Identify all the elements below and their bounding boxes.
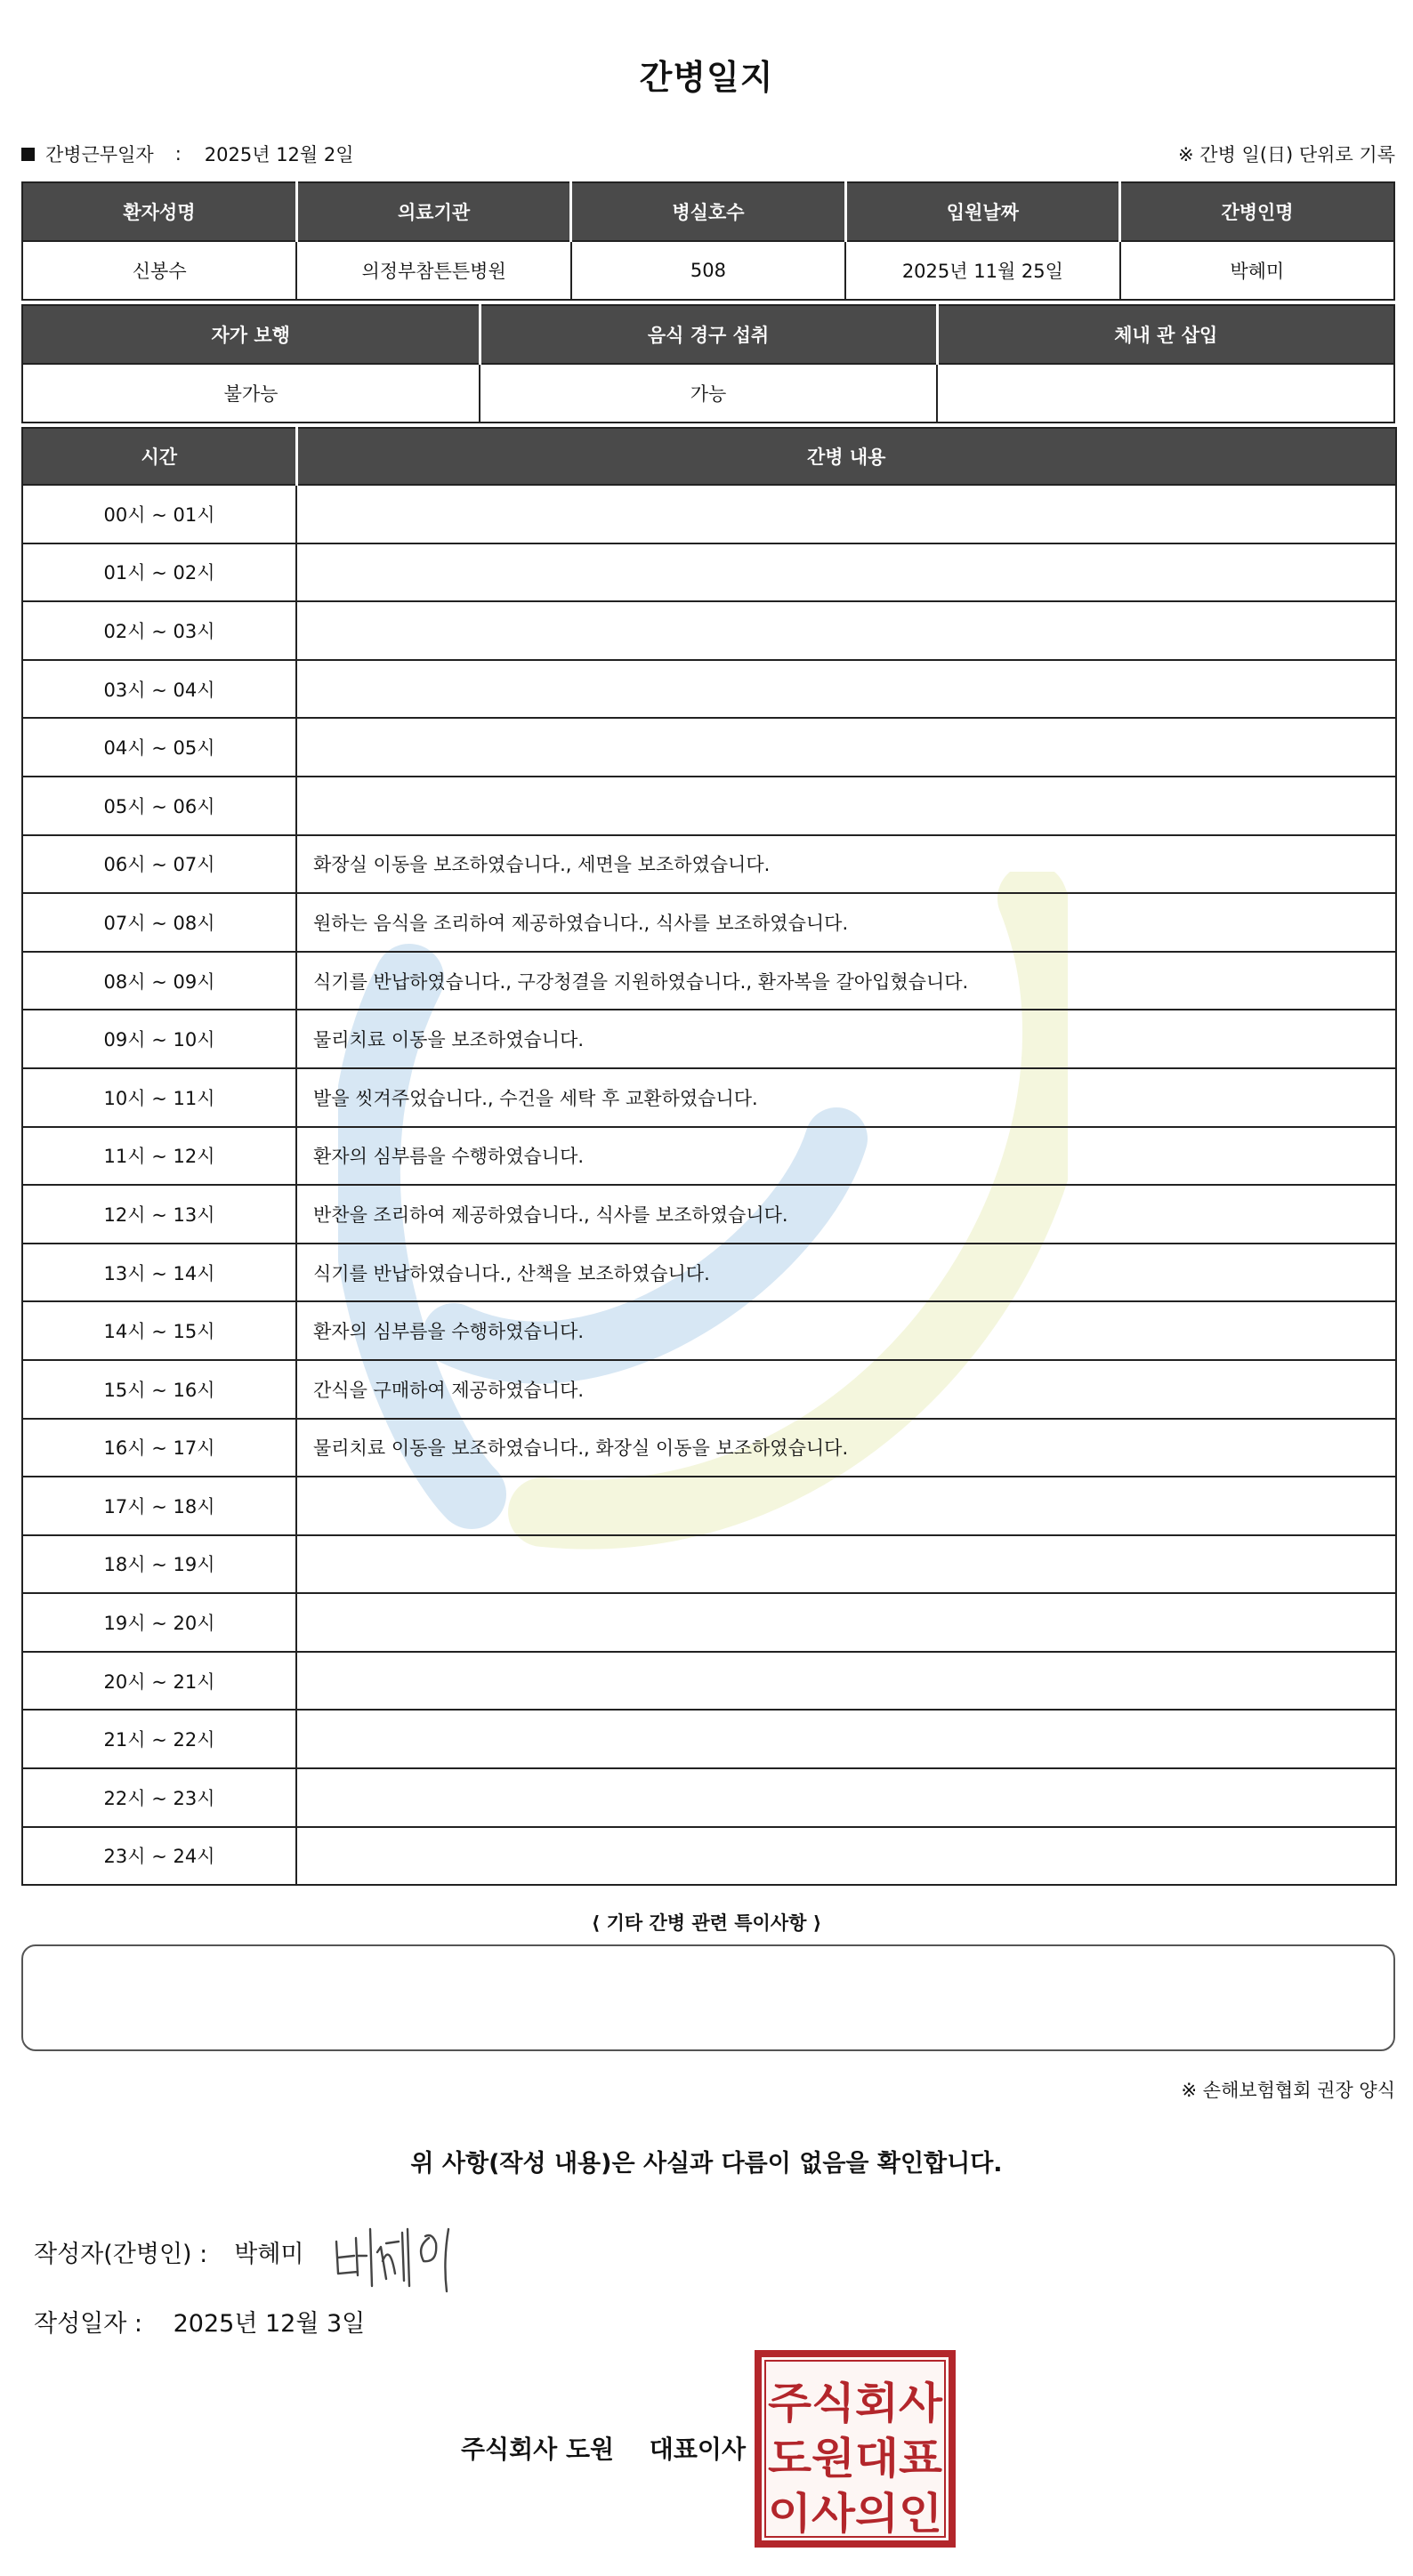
header-admission-date: 입원날짜 [845, 182, 1119, 241]
header-institution: 의료기관 [296, 182, 570, 241]
care-log-row [22, 1652, 1396, 1711]
time-slot: 20시 ~ 21시 [22, 1652, 296, 1711]
time-slot: 13시 ~ 14시 [22, 1244, 296, 1302]
time-slot: 00시 ~ 01시 [22, 485, 296, 543]
header-room-number: 병실호수 [571, 182, 845, 241]
care-log-header-row [22, 428, 1396, 485]
care-log-row [22, 485, 1396, 543]
care-log-row [22, 777, 1396, 835]
time-slot: 09시 ~ 10시 [22, 1010, 296, 1068]
time-slot: 02시 ~ 03시 [22, 601, 296, 660]
care-content [296, 485, 1396, 543]
representative-title: 대표이사 [649, 2435, 746, 2464]
svg-text:도원대표: 도원대표 [768, 2434, 943, 2483]
care-content [296, 1652, 1396, 1711]
time-slot: 08시 ~ 09시 [22, 952, 296, 1010]
care-content: 식기를 반납하였습니다., 구강청결을 지원하였습니다., 환자복을 갈아입혔습니다. [296, 952, 1396, 1010]
care-log-row [22, 1360, 1396, 1419]
patient-status-header-row [22, 305, 1394, 364]
self-walking-value: 불가능 [22, 364, 480, 423]
writer-label: 작성자(간병인) : [34, 2241, 208, 2268]
care-log-row [22, 835, 1396, 894]
care-content: 화장실 이동을 보조하였습니다., 세면을 보조하였습니다. [296, 835, 1396, 894]
time-slot: 06시 ~ 07시 [22, 835, 296, 894]
write-date-label: 작성일자 : [34, 2310, 143, 2338]
document-title: 간병일지 [639, 58, 774, 97]
care-content [296, 1827, 1396, 1886]
time-slot: 03시 ~ 04시 [22, 660, 296, 719]
care-log-row [22, 1185, 1396, 1244]
writer-name: 박혜미 [234, 2241, 304, 2268]
time-slot: 21시 ~ 22시 [22, 1710, 296, 1768]
care-log-table [21, 427, 1397, 1886]
confirmation-statement: 위 사항(작성 내용)은 사실과 다름이 없음을 확인합니다. [410, 2150, 1003, 2178]
care-content: 발을 씻겨주었습니다., 수건을 세탁 후 교환하였습니다. [296, 1068, 1396, 1127]
header-patient-name: 환자성명 [22, 182, 296, 241]
care-content [296, 660, 1396, 719]
care-content: 반찬을 조리하여 제공하였습니다., 식사를 보조하였습니다. [296, 1185, 1396, 1244]
care-content: 식기를 반납하였습니다., 산책을 보조하였습니다. [296, 1244, 1396, 1302]
care-content: 간식을 구매하여 제공하였습니다. [296, 1360, 1396, 1419]
care-log-row [22, 543, 1396, 602]
care-content: 환자의 심부름을 수행하였습니다. [296, 1301, 1396, 1360]
time-slot: 10시 ~ 11시 [22, 1068, 296, 1127]
company-seal [755, 2350, 956, 2548]
time-slot: 22시 ~ 23시 [22, 1768, 296, 1827]
time-slot: 17시 ~ 18시 [22, 1477, 296, 1535]
work-date-line [21, 141, 354, 167]
write-date-line [34, 2304, 365, 2339]
care-content: 원하는 음식을 조리하여 제공하였습니다., 식사를 보조하였습니다. [296, 893, 1396, 952]
record-note: ※ 간병 일(日) 단위로 기록 [1178, 144, 1395, 165]
care-log-row [22, 601, 1396, 660]
square-bullet-icon [21, 148, 35, 161]
oral-intake-value: 가능 [480, 364, 937, 423]
time-slot: 12시 ~ 13시 [22, 1185, 296, 1244]
care-log-row [22, 1768, 1396, 1827]
care-log-row [22, 1535, 1396, 1594]
care-log-row [22, 1710, 1396, 1768]
admission-date-value: 2025년 11월 25일 [845, 241, 1119, 300]
header-self-walking: 자가 보행 [22, 305, 480, 364]
patient-status-value-row [22, 364, 1394, 423]
care-log-row [22, 893, 1396, 952]
care-log-row [22, 718, 1396, 777]
header-tube-insertion: 체내 관 삽입 [937, 305, 1394, 364]
care-content [296, 1710, 1396, 1768]
care-content: 환자의 심부름을 수행하였습니다. [296, 1127, 1396, 1186]
work-date-value: 2025년 12월 2일 [204, 144, 354, 165]
care-content: 물리치료 이동을 보조하였습니다., 화장실 이동을 보조하였습니다. [296, 1419, 1396, 1477]
care-log-row [22, 952, 1396, 1010]
header-time: 시간 [22, 428, 296, 485]
care-log-row [22, 1127, 1396, 1186]
room-number-value: 508 [571, 241, 845, 300]
care-log-row [22, 1068, 1396, 1127]
care-content: 물리치료 이동을 보조하였습니다. [296, 1010, 1396, 1068]
care-log-row [22, 1244, 1396, 1302]
care-log-row [22, 1477, 1396, 1535]
company-line [461, 2430, 746, 2466]
patient-status-table [21, 304, 1395, 423]
patient-name-value: 신봉수 [22, 241, 296, 300]
time-slot: 04시 ~ 05시 [22, 718, 296, 777]
header-caregiver-name: 간병인명 [1120, 182, 1394, 241]
time-slot: 15시 ~ 16시 [22, 1360, 296, 1419]
work-date-label: 간병근무일자 [45, 144, 154, 165]
care-content [296, 1477, 1396, 1535]
svg-text:주식회사: 주식회사 [768, 2379, 943, 2428]
time-slot: 18시 ~ 19시 [22, 1535, 296, 1594]
notes-title: ⟨ 기타 간병 관련 특이사항 ⟩ [591, 1912, 822, 1934]
care-log-row [22, 660, 1396, 719]
tube-insertion-value [937, 364, 1394, 423]
header-care-content: 간병 내용 [296, 428, 1396, 485]
time-slot: 16시 ~ 17시 [22, 1419, 296, 1477]
patient-info-table [21, 181, 1395, 301]
work-date-separator: : [174, 143, 182, 165]
care-log-row [22, 1593, 1396, 1652]
handwritten-signature [331, 2217, 482, 2297]
time-slot: 23시 ~ 24시 [22, 1827, 296, 1886]
care-content [296, 1593, 1396, 1652]
time-slot: 01시 ~ 02시 [22, 543, 296, 602]
time-slot: 05시 ~ 06시 [22, 777, 296, 835]
care-log-row [22, 1010, 1396, 1068]
care-log-row [22, 1827, 1396, 1886]
caregiver-name-value: 박혜미 [1120, 241, 1394, 300]
patient-info-value-row [22, 241, 1394, 300]
svg-text:이사의인: 이사의인 [768, 2489, 942, 2539]
time-slot: 14시 ~ 15시 [22, 1301, 296, 1360]
company-name: 주식회사 도원 [461, 2435, 615, 2464]
notes-box [21, 1944, 1395, 2051]
care-content [296, 777, 1396, 835]
writer-line [34, 2234, 304, 2269]
time-slot: 07시 ~ 08시 [22, 893, 296, 952]
care-content [296, 1535, 1396, 1594]
care-content [296, 718, 1396, 777]
care-content [296, 601, 1396, 660]
institution-value: 의정부참튼튼병원 [296, 241, 570, 300]
write-date-value: 2025년 12월 3일 [173, 2310, 366, 2338]
care-log-row [22, 1301, 1396, 1360]
care-content [296, 1768, 1396, 1827]
time-slot: 11시 ~ 12시 [22, 1127, 296, 1186]
care-log-row [22, 1419, 1396, 1477]
care-content [296, 543, 1396, 602]
patient-info-header-row [22, 182, 1394, 241]
header-oral-intake: 음식 경구 섭취 [480, 305, 937, 364]
association-note: ※ 손해보험협회 권장 양식 [1181, 2080, 1395, 2101]
time-slot: 19시 ~ 20시 [22, 1593, 296, 1652]
